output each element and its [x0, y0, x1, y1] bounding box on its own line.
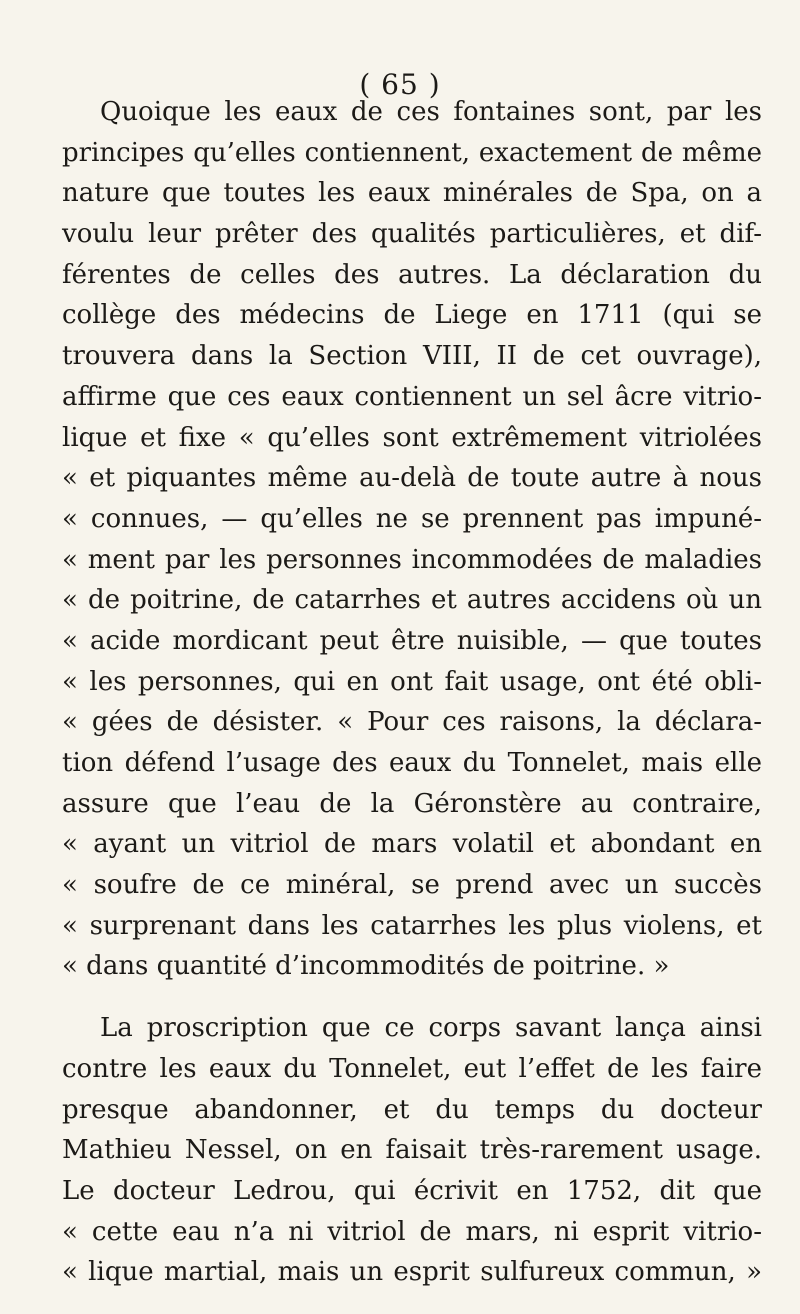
text-line: « et piquantes même au-delà de toute autre à nous	[62, 463, 762, 494]
text-line: contre les eaux du Tonnelet, eut l’effet de les faire	[62, 1053, 762, 1084]
text-line: « gées de désister. « Pour ces raisons, la déclara-	[62, 707, 762, 738]
page-number: ( 65 )	[359, 68, 441, 101]
text-line: « connues, — qu’elles ne se prennent pas impuné-	[62, 503, 762, 534]
text-line: principes qu’elles contiennent, exactement de même	[62, 137, 762, 168]
text-line: « dans quantité d’incommodités de poitrine. »	[62, 951, 670, 982]
text-line: « les personnes, qui en ont fait usage, ont été obli-	[62, 666, 762, 697]
text-line: « acide mordicant peut être nuisible, — que toutes	[62, 625, 762, 656]
text-line: « lique martial, mais un esprit sulfureux commun, »	[62, 1257, 762, 1288]
text-line: « cette eau n’a ni vitriol de mars, ni esprit vitrio-	[62, 1216, 762, 1247]
text-line: voulu leur prêter des qualités particulières, et dif-	[62, 219, 762, 250]
text-line: lique et fixe « qu’elles sont extrêmement vitriolées	[62, 422, 762, 453]
text-line: affirme que ces eaux contiennent un sel âcre vitrio-	[62, 381, 762, 412]
text-line: Quoique les eaux de ces fontaines sont, par les	[100, 97, 762, 127]
text-line: collège des médecins de Liege en 1711 (qui se	[62, 300, 762, 331]
text-line: Le docteur Ledrou, qui écrivit en 1752, dit que	[62, 1175, 762, 1206]
text-line: Mathieu Nessel, on en faisait très-rarement usage.	[62, 1135, 762, 1166]
text-line: nature que toutes les eaux minérales de Spa, on a	[62, 178, 762, 209]
body-text	[62, 92, 762, 1293]
text-line: férentes de celles des autres. La déclaration du	[62, 259, 762, 290]
text-line: La proscription que ce corps savant lança ainsi	[100, 1013, 762, 1044]
text-line: « surprenant dans les catarrhes les plus violens, et	[62, 910, 762, 941]
text-line: « soufre de ce minéral, se prend avec un succès	[62, 870, 762, 901]
text-line: « ayant un vitriol de mars volatil et abondant en	[62, 829, 762, 860]
text-line: tion défend l’usage des eaux du Tonnelet, mais elle	[62, 748, 762, 778]
text-line: presque abandonner, et du temps du docteur	[62, 1094, 762, 1125]
text-line: assure que l’eau de la Géronstère au contraire,	[62, 788, 762, 819]
text-line: « de poitrine, de catarrhes et autres accidens où un	[62, 585, 762, 616]
text-line: « ment par les personnes incommodées de maladies	[62, 544, 762, 575]
text-line: trouvera dans la Section VIII, II de cet ouvrage),	[62, 341, 762, 372]
